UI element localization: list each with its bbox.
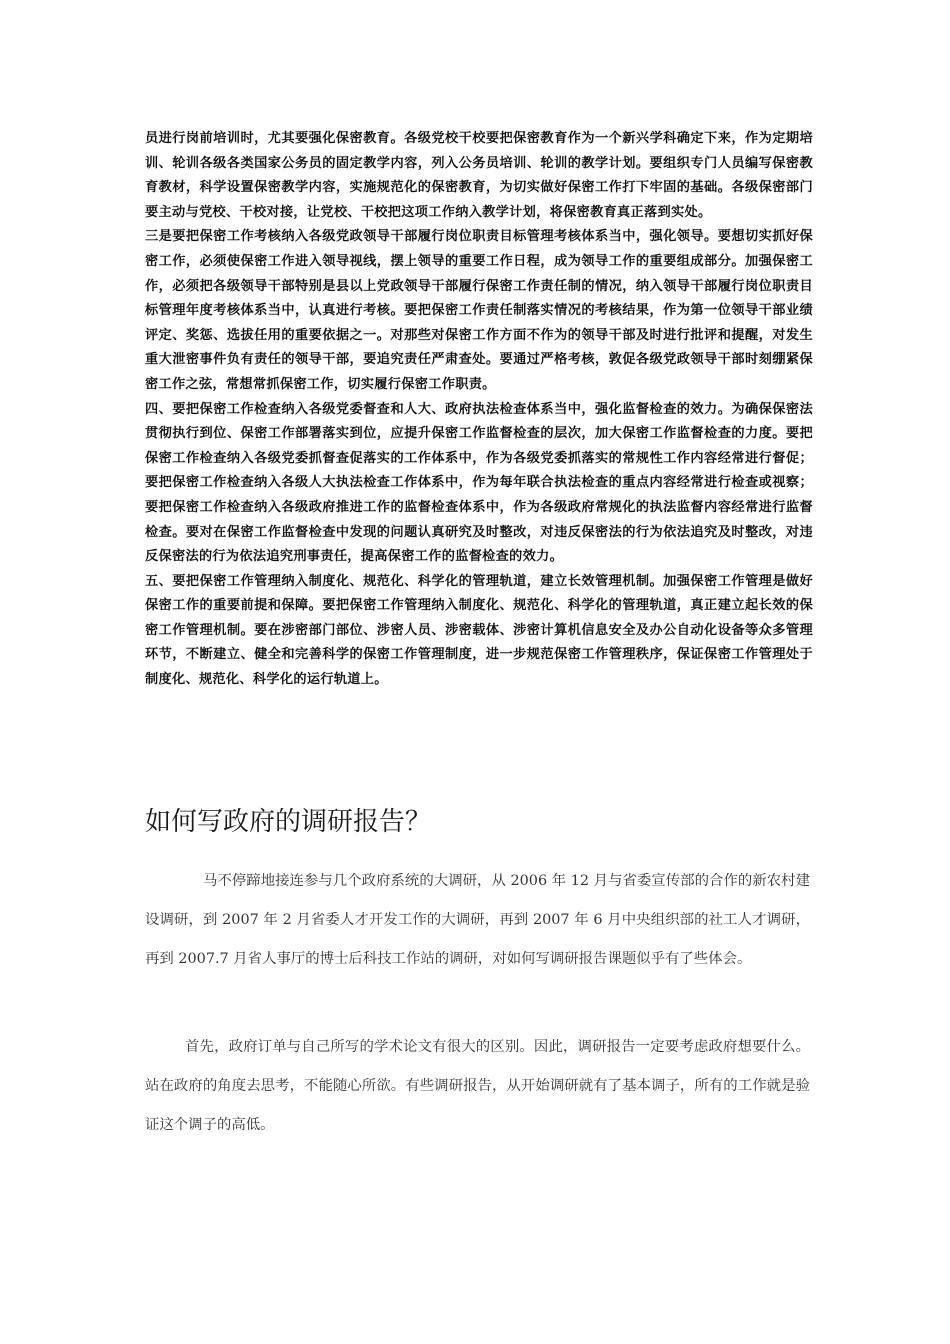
- article-paragraph-2-block: [145, 1028, 810, 1145]
- article-paragraph-1-block: [145, 862, 810, 979]
- article-paragraph-2: 首先，政府订单与自己所写的学术论文有很大的区别。因此，调研报告一定要考虑政府想要什么。站在政府的角度去思考，不能随心所欲。有些调研报告，从开始调研就有了基本调子，所有的工作就是验证这个调子的高低。: [145, 1039, 810, 1133]
- bold-paragraph-training: 员进行岗前培训时，尤其要强化保密教育。各级党校干校要把保密教育作为一个新兴学科确定下来，作为定期培训、轮训各级各类国家公务员的固定教学内容，列入公务员培训、轮训的教学计划。要组织专门人员编写保密教育教材，科学设置保密教学内容，实施规范化的保密教育，为切实做好保密工作打下牢固的基础。各级保密部门要主动与党校、干校对接，让党校、干校把这项工作纳入教学计划，将保密教育真正落到实处。: [145, 131, 813, 220]
- article-heading: 如何写政府的调研报告？: [145, 807, 432, 837]
- bold-paragraph-assessment: 三是要把保密工作考核纳入各级党政领导干部履行岗位职责目标管理考核体系当中，强化领导。要想切实抓好保密工作，必须使保密工作进入领导视线，摆上领导的重要工作日程，成为领导工作的重要组成部分。加强保密工作，必须把各级领导干部特别是县以上党政领导干部履行保密工作责任制的情况，纳入领导干部履行岗位职责目标管理年度考核体系当中，认真进行考核。要把保密工作责任制落实情况的考核结果，作为第一位领导干部业绩评定、奖惩、选拔任用的重要依据之一。对那些对保密工作方面不作为的领导干部及时进行批评和提醒，对发生重大泄密事件负有责任的领导干部，要追究责任严肃查处。要通过严格考核，敦促各级党政领导干部时刻绷紧保密工作之弦，常想常抓保密工作，切实履行保密工作职责。: [145, 229, 813, 392]
- confidentiality-section: [145, 127, 813, 693]
- bold-paragraph-inspection: 四、要把保密工作检查纳入各级党委督查和人大、政府执法检查体系当中，强化监督检查的效力。为确保保密法贯彻执行到位、保密工作部署落实到位，应提升保密工作监督检查的层次，加大保密工作监督检查的力度。要把保密工作检查纳入各级党委抓督查促落实的工作体系中，作为各级党委抓落实的常规性工作内容经常进行督促；要把保密工作检查纳入各级人大执法检查工作体系中，作为每年联合执法检查的重点内容经常进行检查或视察；要把保密工作检查纳入各级政府推进工作的监督检查体系中，作为各级政府常规化的执法监督内容经常进行监督检查。要对在保密工作监督检查中发现的问题认真研究及时整改，对违反保密法的行为依法追究及时整改，对违反保密法的行为依法追究刑事责任，提高保密工作的监督检查的效力。: [145, 401, 813, 565]
- article-paragraph-1: 马不停蹄地接连参与几个政府系统的大调研，从 2006 年 12 月与省委宣传部的合作的新农村建设调研，到 2007 年 2 月省委人才开发工作的大调研，再到 2007 年 6 月中央组织部的社工人才调研，再到 2007.7 月省人事厅的博士后科技工作站的调研，对如何写调研报告课题似乎有了些体会。: [145, 873, 810, 967]
- bold-paragraph-management: 五、要把保密工作管理纳入制度化、规范化、科学化的管理轨道，建立长效管理机制。加强保密工作管理是做好保密工作的重要前提和保障。要把保密工作管理纳入制度化、规范化、科学化的管理轨道，真正建立起长效的保密工作管理机制。要在涉密部门部位、涉密人员、涉密载体、涉密计算机信息安全及办公自动化设备等众多管理环节，不断建立、健全和完善科学的保密工作管理制度，进一步规范保密工作管理秩序，保证保密工作管理处于制度化、规范化、科学化的运行轨道上。: [145, 573, 813, 688]
